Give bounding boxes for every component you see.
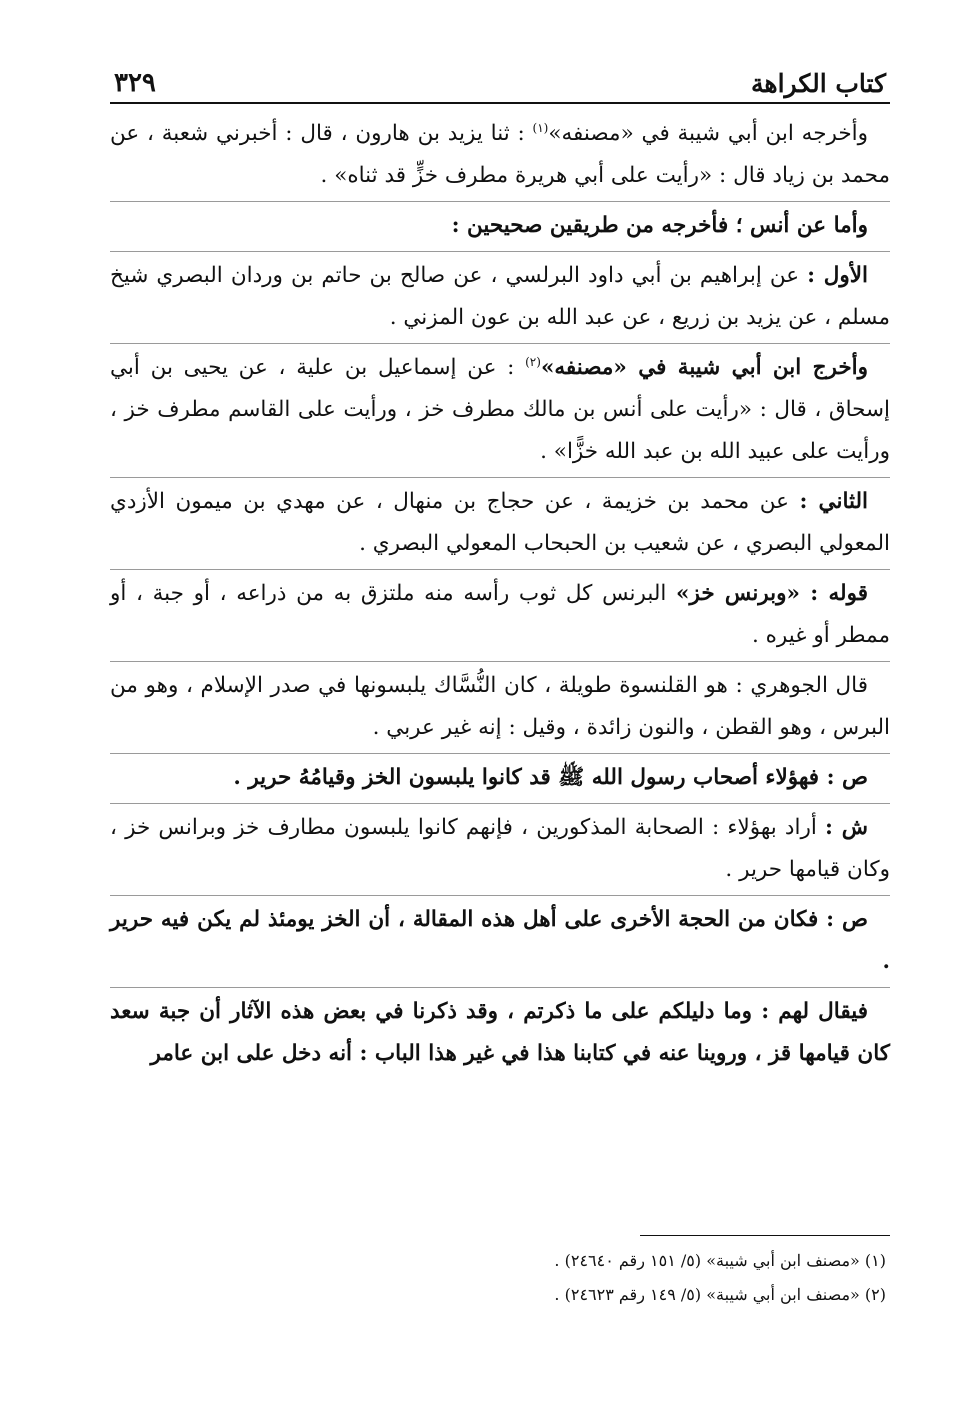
paragraph: وأخرجه ابن أبي شيبة في «مصنفه»$^{(١)}$ : ثنا يزيد بن هارون ، قال : أخبرني شعبة ، عن محمد بن زياد قال : «رأيت على أبي هريرة مطرف خزٍّ قد ثناه» . (110, 110, 890, 202)
paragraph: فيقال لهم : وما دليلكم على ما ذكرتم ، وقد ذكرنا في بعض هذه الآثار أن جبة سعد كان قيامها قز ، وروينا عنه في كتابنا هذا في غير هذا الباب : أنه دخل على ابن عامر (110, 999, 890, 1066)
paragraph-lead: ص : (826, 765, 868, 790)
paragraph: وأخرج ابن أبي شيبة في «مصنفه»$^{(٢)}$ : عن إسماعيل بن علية ، عن يحيى بن أبي إسحاق ، قال : «رأيت على أنس بن مالك مطرف خز ، ورأيت على القاسم مطرف خز ، ورأيت على عبيد الله بن عبد الله خزًّا» . (110, 344, 890, 478)
footnotes (110, 1244, 890, 1312)
footnote: (١) «مصنف ابن أبي شيبة» (٥/ ١٥١ رقم ٢٤٦٤٠) . (554, 1251, 886, 1270)
main-text (110, 110, 890, 1079)
footnote-divider (640, 1235, 890, 1236)
running-header (110, 52, 890, 104)
page-number: ٣٢٩ (114, 68, 156, 98)
paragraph: قوله : «وبرنس خز» البرنس كل ثوب رأسه منه ملتزق به من ذراعه ، أو جبة ، أو ممطر أو غيره . (110, 570, 890, 662)
paragraph: قال الجوهري : هو القلنسوة طويلة ، كان النُّسَّاك يلبسونها في صدر الإسلام ، وهو من البرس ، وهو القطن ، والنون زائدة ، وقيل : إنه غير عربي . (110, 662, 890, 754)
paragraph: الأول : عن إبراهيم بن أبي داود البرلسي ، عن صالح بن حاتم بن وردان البصري شيخ مسلم ، عن يزيد بن زريع ، عن عبد الله بن عون المزني . (110, 252, 890, 344)
book-title: كتاب الكراهة (751, 69, 886, 98)
paragraph: وأما عن أنس ؛ فأخرجه من طريقين صحيحين : (110, 202, 890, 252)
paragraph-lead: وأخرج ابن أبي شيبة في «مصنفه» (540, 355, 868, 380)
paragraph: ص : فكان من الحجة الأخرى على أهل هذه المقالة ، أن الخز يومئذ لم يكن فيه حرير . (110, 896, 890, 988)
page (110, 52, 890, 1304)
paragraph: ش : أراد بهؤلاء : الصحابة المذكورين ، فإنهم كانوا يلبسون مطارف خز وبرانس خز ، وكان قيامها حرير . (110, 804, 890, 896)
paragraph-lead: الثاني : (799, 489, 869, 514)
footnote-marker: (٢) (525, 354, 541, 369)
paragraph-lead: ش : (825, 815, 869, 840)
footnote: (٢) «مصنف ابن أبي شيبة» (٥/ ١٤٩ رقم ٢٤٦٢٣) . (554, 1285, 886, 1304)
paragraph-lead: الأول : (807, 263, 868, 288)
paragraph-lead: قوله : «وبرنس خز» (676, 581, 868, 606)
paragraph-lead: ص : (826, 907, 868, 932)
paragraph: الثاني : عن محمد بن خزيمة ، عن حجاج بن منهال ، عن مهدي بن ميمون الأزدي المعولي البصري ، عن شعيب بن الحبحاب المعولي البصري . (110, 478, 890, 570)
paragraph: ص : فهؤلاء أصحاب رسول الله ﷺ قد كانوا يلبسون الخز وقيامُهُ حرير . (110, 754, 890, 804)
footnote-marker: (١) (532, 120, 549, 135)
